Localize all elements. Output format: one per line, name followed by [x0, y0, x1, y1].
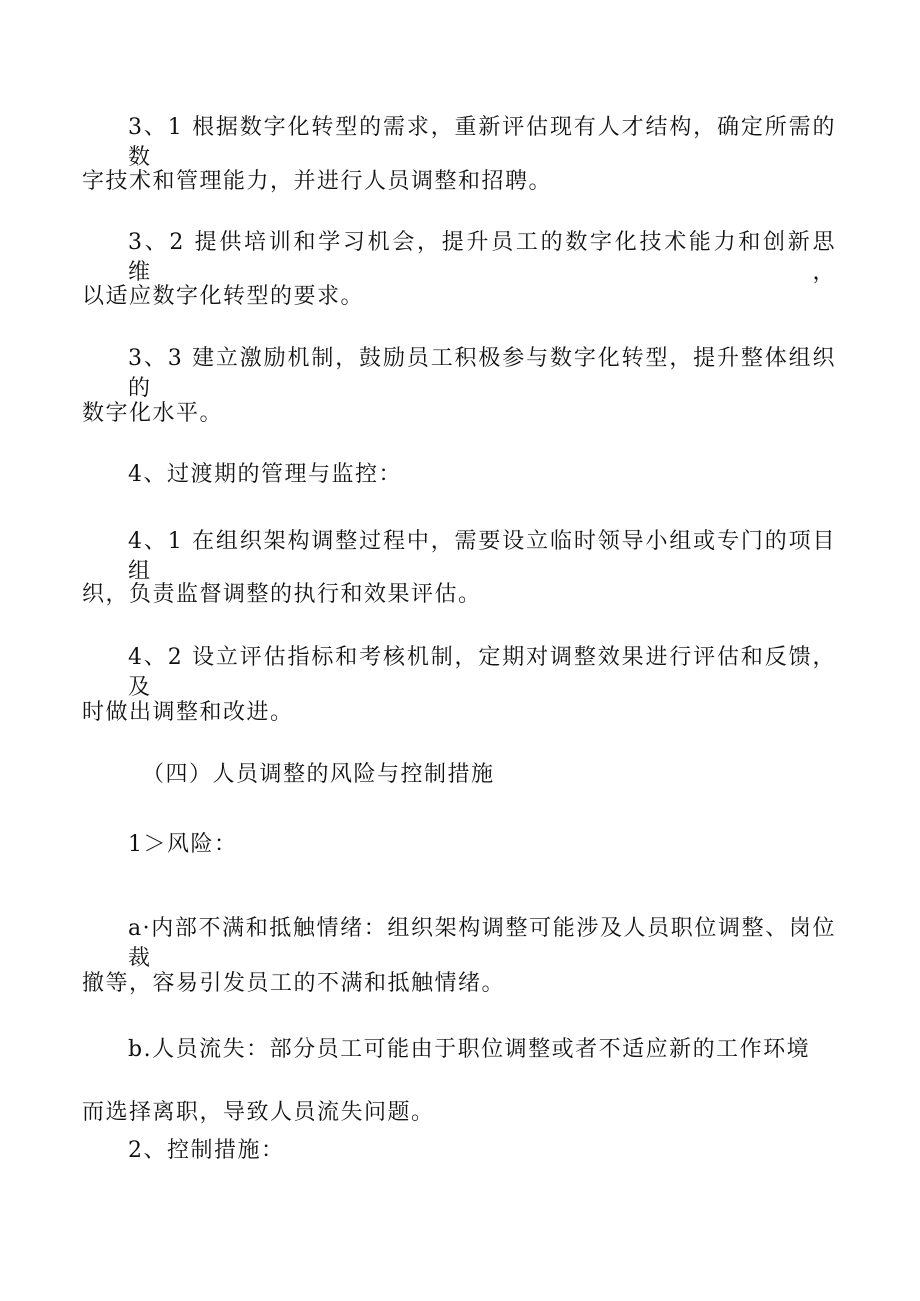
heading-risk: 1＞风险：: [128, 832, 238, 857]
heading-transition-management: 4、过渡期的管理与监控：: [128, 462, 402, 487]
heading-control-measures: 2、控制措施：: [128, 1138, 285, 1163]
risk-item-b-line-2: 而选择离职，导致人员流失问题。: [82, 1100, 435, 1125]
paragraph-3-2-line-1: 3、2 提供培训和学习机会，提升员工的数字化技术能力和创新思维，: [128, 230, 836, 285]
paragraph-4-1-line-1: 4、1 在组织架构调整过程中，需要设立临时领导小组或专门的项目组: [128, 529, 836, 584]
risk-item-b-line-1: b.人员流失：部分员工可能由于职位调整或者不适应新的工作环境: [128, 1037, 811, 1062]
paragraph-3-2-line-2: 以适应数字化转型的要求。: [82, 284, 365, 309]
paragraph-3-3-line-1: 3、3 建立激励机制，鼓励员工积极参与数字化转型，提升整体组织的: [128, 346, 836, 401]
paragraph-3-3-line-2: 数字化水平。: [82, 401, 224, 426]
paragraph-3-1-line-2: 字技术和管理能力，并进行人员调整和招聘。: [82, 169, 553, 194]
risk-item-a-line-2: 撤等，容易引发员工的不满和抵触情绪。: [82, 971, 506, 996]
paragraph-3-1-line-1: 3、1 根据数字化转型的需求，重新评估现有人才结构，确定所需的数: [128, 115, 836, 170]
paragraph-4-2-line-1: 4、2 设立评估指标和考核机制，定期对调整效果进行评估和反馈，及: [128, 645, 836, 700]
risk-item-a-line-1: a·内部不满和抵触情绪：组织架构调整可能涉及人员职位调整、岗位裁: [128, 916, 836, 971]
paragraph-4-2-line-2: 时做出调整和改进。: [82, 700, 294, 725]
section-heading-four: （四）人员调整的风险与控制措施: [142, 762, 495, 787]
paragraph-4-1-line-2: 织，负责监督调整的执行和效果评估。: [82, 582, 482, 607]
